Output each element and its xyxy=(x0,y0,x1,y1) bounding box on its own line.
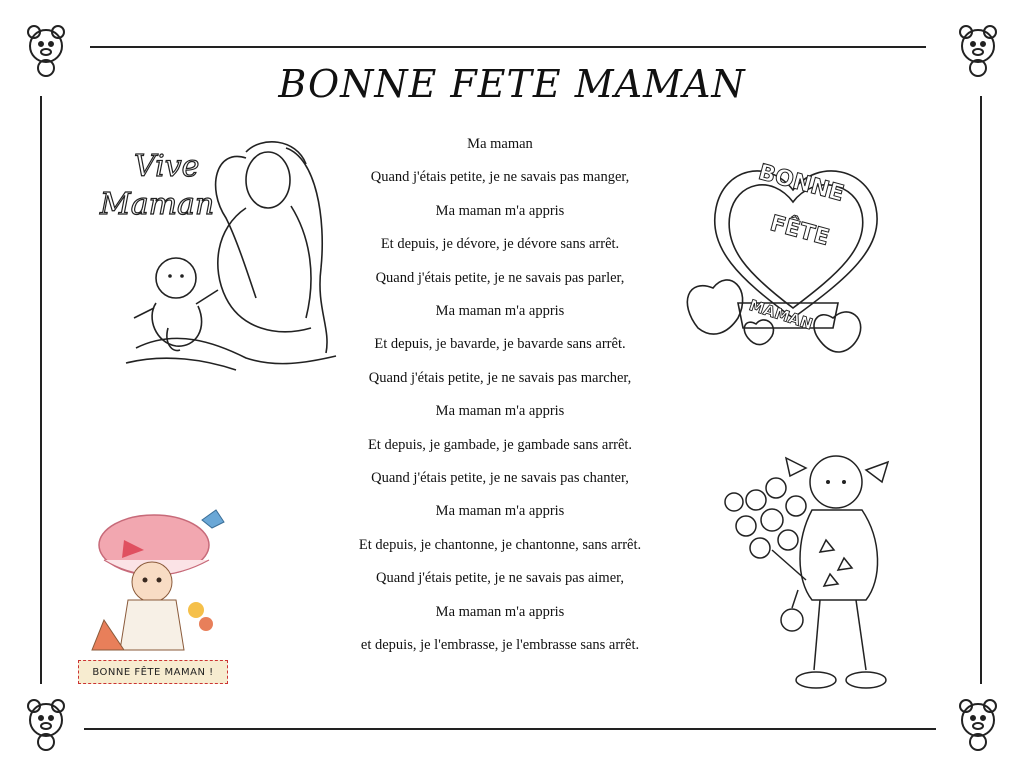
maman-label: Maman xyxy=(100,187,215,222)
poem-line: Et depuis, je gambade, je gambade sans arrêt. xyxy=(367,436,633,453)
poem-text xyxy=(330,128,670,663)
girl-with-bonnet-picture xyxy=(84,500,234,660)
frame-bottom-line xyxy=(84,728,936,730)
vive-label: Vive xyxy=(134,149,200,184)
teddy-bear-icon xyxy=(14,690,78,754)
poem-line: Et depuis, je bavarde, je bavarde sans arrêt. xyxy=(374,336,626,353)
poem-line: Quand j'étais petite, je ne savais pas aimer, xyxy=(375,570,625,587)
poem-line: Ma maman m'a appris xyxy=(435,303,565,320)
heart-fete-label: FÊTE xyxy=(767,211,832,251)
frame-right-line xyxy=(980,96,982,684)
poem-line: Quand j'étais petite, je ne savais pas chanter, xyxy=(371,470,629,487)
poem-line: Quand j'étais petite, je ne savais pas parler, xyxy=(375,269,625,286)
poem-line: Ma maman m'a appris xyxy=(435,603,565,620)
poem-line: Ma maman m'a appris xyxy=(435,503,565,520)
frame-left-line xyxy=(40,96,42,684)
poem-line: Et depuis, je dévore, je dévore sans arrêt. xyxy=(380,236,620,253)
frame-top-line xyxy=(90,46,926,48)
poem-line: Quand j'étais petite, je ne savais pas manger, xyxy=(370,169,630,186)
heart-drawing xyxy=(668,128,918,403)
bonne-fete-badge: BONNE FÊTE MAMAN ! xyxy=(78,660,228,684)
poem-line: Et depuis, je chantonne, je chantonne, sans arrêt. xyxy=(358,536,642,553)
page-title: BONNE FETE MAMAN xyxy=(278,62,746,106)
poem-line: Ma maman m'a appris xyxy=(435,202,565,219)
poem-line: Ma maman m'a appris xyxy=(435,403,565,420)
heart-maman-label: MAMAN xyxy=(746,296,815,334)
mother-and-baby-drawing xyxy=(96,128,346,378)
teddy-bear-icon xyxy=(946,690,1010,754)
girl-with-bouquet-drawing xyxy=(716,440,896,700)
poem-line: et depuis, je l'embrasse, je l'embrasse sans arrêt. xyxy=(360,637,640,654)
heart-bonne-label: BONNE xyxy=(755,160,847,207)
poem-line: Quand j'étais petite, je ne savais pas marcher, xyxy=(368,369,632,386)
poem-line: Ma maman xyxy=(467,136,533,152)
